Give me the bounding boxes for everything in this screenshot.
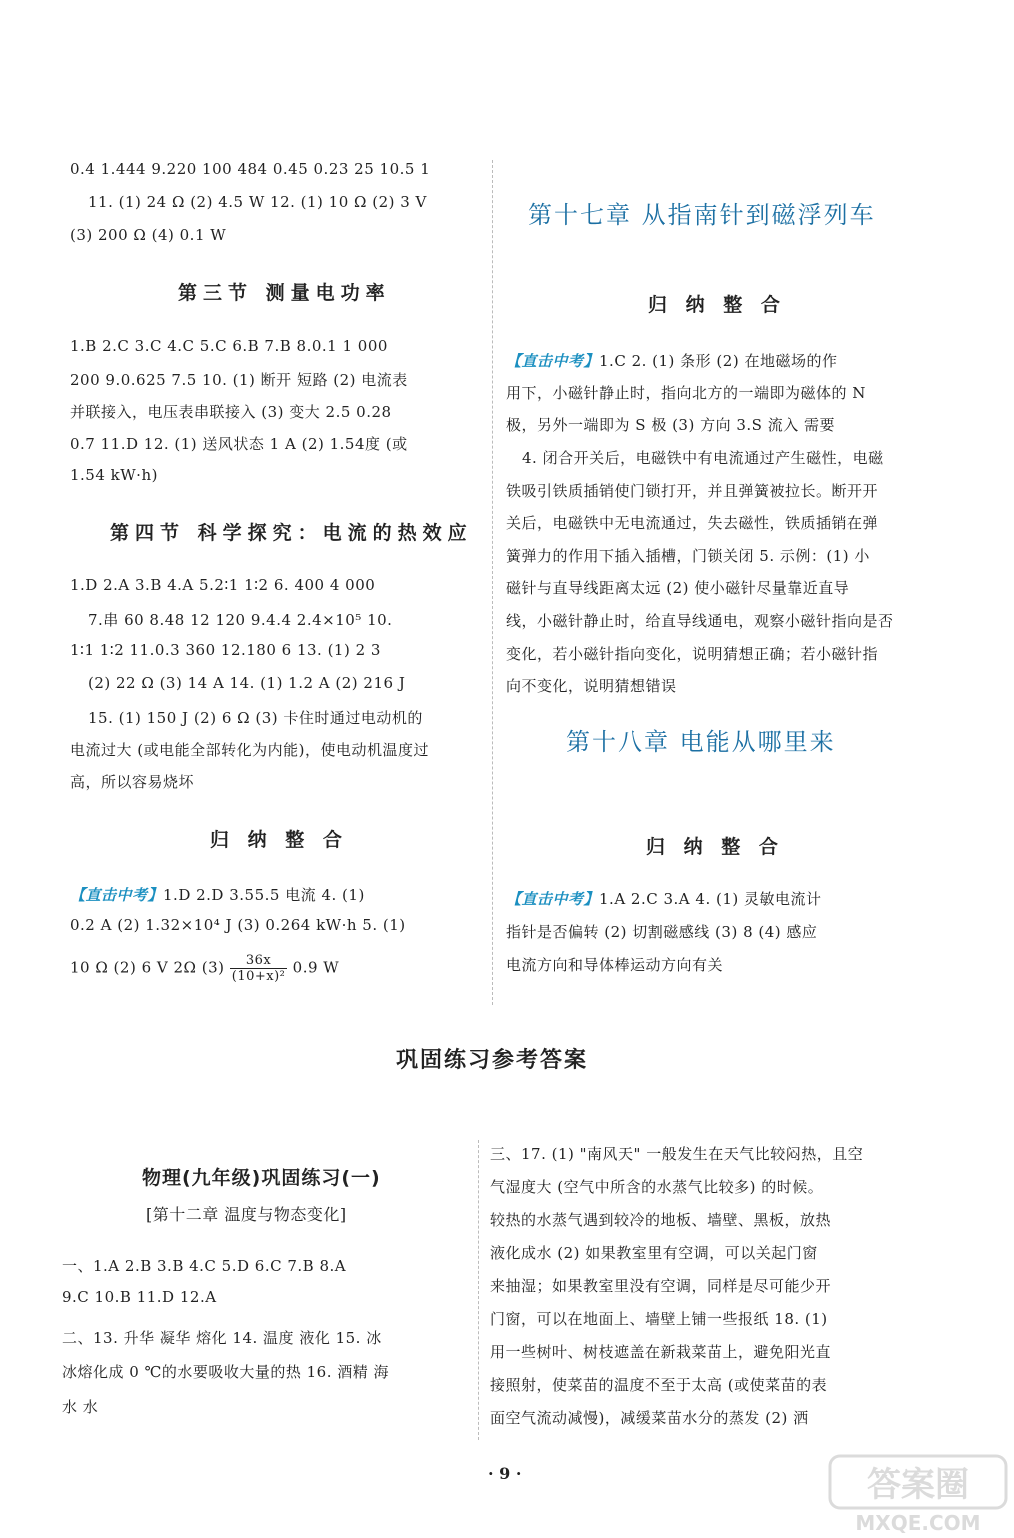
answer-line: 9.C 10.B 11.D 12.A: [62, 1288, 217, 1306]
section-title: 第三节 测量电功率: [178, 282, 391, 304]
answer-text: 1.D 2.D 3.55.5 电流 4. (1): [163, 886, 365, 904]
answer-line: [506, 350, 837, 371]
answer-line: 气湿度大 (空气中所含的水蒸气比较多) 的时候。: [490, 1178, 824, 1196]
summary-title: 归 纳 整 合: [210, 829, 348, 851]
practice-title: 物理(九年级)巩固练习(一): [142, 1167, 381, 1189]
column-divider: [492, 160, 493, 1005]
watermark-logo: [828, 1454, 1008, 1534]
section-title: 第四节 科学探究：电流的热效应: [110, 522, 473, 544]
fraction-denominator: (10+x)²: [231, 969, 286, 984]
answer-line: [70, 953, 339, 984]
answer-line: 关后，电磁铁中无电流通过，失去磁性，铁质插销在弹: [506, 514, 879, 532]
answer-line: 二、13. 升华 凝华 熔化 14. 温度 液化 15. 冰: [62, 1329, 382, 1347]
answer-line: [506, 888, 822, 909]
column-divider: [478, 1140, 479, 1440]
practice-subtitle: [第十二章 温度与物态变化]: [146, 1205, 347, 1224]
summary-title: 归 纳 整 合: [646, 836, 784, 858]
exam-tag: 【直击中考】: [506, 352, 600, 370]
answer-line: 面空气流动减慢)，减缓菜苗水分的蒸发 (2) 洒: [490, 1409, 809, 1427]
answer-line: 1.54 kW·h): [70, 466, 158, 484]
answer-line: 7.串 60 8.48 12 120 9.4.4 2.4×10⁵ 10.: [88, 611, 393, 629]
answer-line: 0.2 A (2) 1.32×10⁴ J (3) 0.264 kW·h 5. (1): [70, 916, 406, 934]
answer-line: 11. (1) 24 Ω (2) 4.5 W 12. (1) 10 Ω (2) 3 V: [88, 193, 427, 211]
answer-line: 液化成水 (2) 如果教室里有空调，可以关起门窗: [490, 1244, 818, 1262]
answer-line: 电流方向和导体棒运动方向有关: [506, 956, 724, 974]
answer-text: 0.9 W: [292, 958, 340, 977]
answer-line: 并联接入，电压表串联接入 (3) 变大 2.5 0.28: [70, 403, 392, 421]
chapter-title: 第十七章 从指南针到磁浮列车: [528, 201, 876, 229]
answer-line: (2) 22 Ω (3) 14 A 14. (1) 1.2 A (2) 216 J: [88, 674, 406, 692]
page-number: · 9 ·: [488, 1464, 522, 1483]
answer-line: 一、1.A 2.B 3.B 4.C 5.D 6.C 7.B 8.A: [62, 1257, 347, 1275]
exam-tag: 【直击中考】: [506, 890, 600, 908]
answer-line: 铁吸引铁质插销使门锁打开，并且弹簧被拉长。断开开: [506, 482, 879, 500]
answer-line: 4. 闭合开关后，电磁铁中有电流通过产生磁性，电磁: [522, 449, 884, 467]
answer-line: 高，所以容易烧坏: [70, 773, 195, 791]
answer-line: 冰熔化成 0 ℃的水要吸收大量的热 16. 酒精 海: [62, 1363, 390, 1381]
answer-line: 15. (1) 150 J (2) 6 Ω (3) 卡住时通过电动机的: [88, 709, 423, 727]
answer-line: 0.4 1.444 9.220 100 484 0.45 0.23 25 10.5 1: [70, 160, 431, 178]
answer-text: 1.C 2. (1) 条形 (2) 在地磁场的作: [599, 352, 838, 370]
fraction: [230, 953, 288, 984]
answer-line: 指针是否偏转 (2) 切割磁感线 (3) 8 (4) 感应: [506, 923, 818, 941]
answer-line: 簧弹力的作用下插入插槽，门锁关闭 5. 示例：(1) 小: [506, 547, 870, 565]
answer-line: 向不变化，说明猜想错误: [506, 677, 677, 695]
answer-text: 1.A 2.C 3.A 4. (1) 灵敏电流计: [599, 890, 822, 908]
answer-line: 三、17. (1) "南风天" 一般发生在天气比较闷热，且空: [490, 1145, 864, 1163]
fraction-numerator: 36x: [230, 953, 288, 969]
answer-line: 水 水: [62, 1398, 99, 1416]
answer-line: 1.B 2.C 3.C 4.C 5.C 6.B 7.B 8.0.1 1 000: [70, 337, 388, 355]
answer-line: 磁针与直导线距离太远 (2) 使小磁针尽量靠近直导: [506, 579, 850, 597]
chapter-title: 第十八章 电能从哪里来: [566, 728, 836, 756]
answer-line: [70, 884, 365, 905]
answer-line: 1∶1 1∶2 11.0.3 360 12.180 6 13. (1) 2 3: [70, 641, 381, 659]
page-section-title: 巩固练习参考答案: [396, 1048, 589, 1073]
answer-line: 200 9.0.625 7.5 10. (1) 断开 短路 (2) 电流表: [70, 371, 408, 389]
answer-line: 极，另外一端即为 S 极 (3) 方向 3.S 流入 需要: [506, 416, 835, 434]
answer-line: 0.7 11.D 12. (1) 送风状态 1 A (2) 1.54度 (或: [70, 435, 408, 453]
summary-title: 归 纳 整 合: [648, 294, 786, 316]
answer-line: 线，小磁针静止时，给直导线通电，观察小磁针指向是否: [506, 612, 894, 630]
answer-line: 用一些树叶、树枝遮盖在新栽菜苗上，避免阳光直: [490, 1343, 832, 1361]
answer-line: 来抽湿；如果教室里没有空调，同样是尽可能少开: [490, 1277, 832, 1295]
answer-line: 电流过大 (或电能全部转化为内能)，使电动机温度过: [70, 741, 429, 759]
answer-line: 用下，小磁针静止时，指向北方的一端即为磁体的 N: [506, 384, 866, 402]
answer-line: (3) 200 Ω (4) 0.1 W: [70, 226, 227, 244]
exam-tag: 【直击中考】: [70, 886, 164, 904]
answer-line: 变化，若小磁针指向变化，说明猜想正确；若小磁针指: [506, 645, 879, 663]
answer-line: 门窗，可以在地面上、墙壁上铺一些报纸 18. (1): [490, 1310, 828, 1328]
answer-line: 接照射，使菜苗的温度不至于太高 (或使菜苗的表: [490, 1376, 828, 1394]
watermark-sub: MXQE.COM: [855, 1511, 981, 1534]
answer-text: 10 Ω (2) 6 V 2Ω (3): [70, 958, 225, 977]
watermark-main: 答案圈: [867, 1465, 969, 1505]
answer-line: 1.D 2.A 3.B 4.A 5.2∶1 1∶2 6. 400 4 000: [70, 576, 376, 594]
answer-line: 较热的水蒸气遇到较冷的地板、墙壁、黑板，放热: [490, 1211, 832, 1229]
